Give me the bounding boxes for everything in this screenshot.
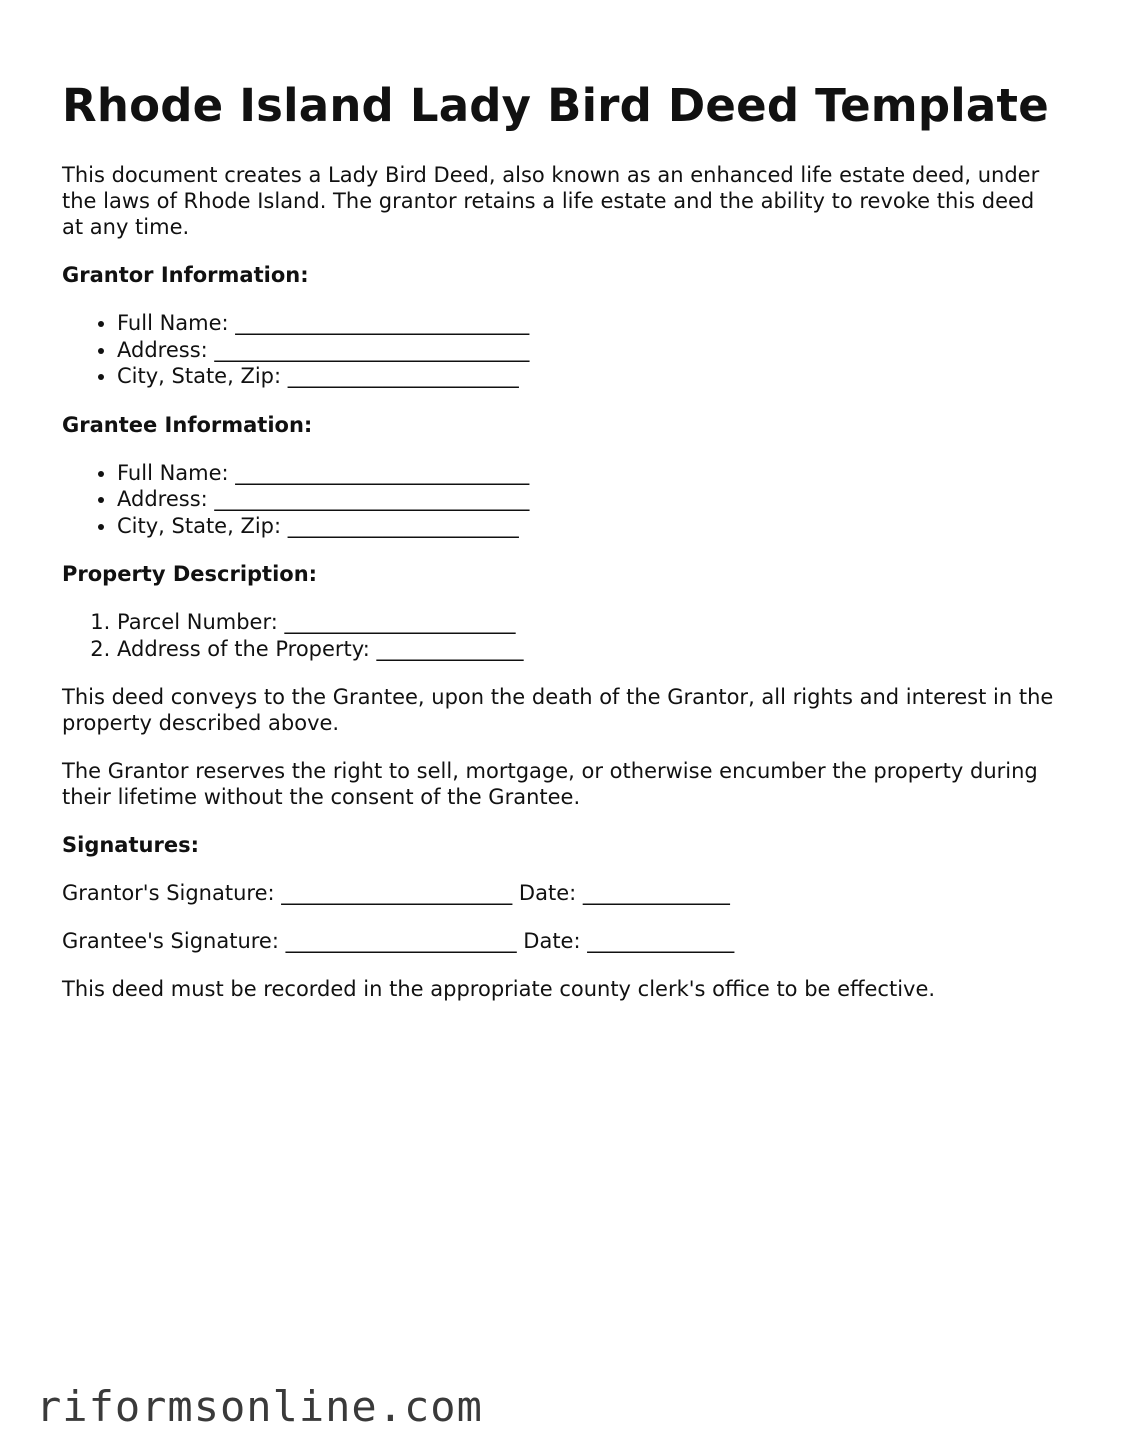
conveyance-paragraph: This deed conveys to the Grantee, upon the death of the Grantor, all rights and interest in the property described above. — [62, 685, 1054, 735]
intro-paragraph: This document creates a Lady Bird Deed, also known as an enhanced life estate deed, under the laws of Rhode Island. The grantor retains a life estate and the ability to revoke this deed at any time. — [62, 163, 1040, 239]
recording-note: This deed must be recorded in the appropriate county clerk's office to be effective. — [62, 977, 936, 1001]
grantee-address: • Address: ______________________________ — [117, 486, 1062, 513]
reservation-paragraph: The Grantor reserves the right to sell, mortgage, or otherwise encumber the property during their lifetime without the consent of the Grantee. — [62, 759, 1038, 809]
grantee-full-name: • Full Name: ____________________________ — [117, 460, 1062, 487]
document-title: Rhode Island Lady Bird Deed Template — [62, 79, 1049, 132]
grantor-signature-line: Grantor's Signature: ______________________ Date: ______________ — [62, 881, 730, 905]
grantor-full-name: • Full Name: ____________________________ — [117, 310, 1062, 337]
grantee-list — [62, 460, 1062, 540]
grantor-list — [62, 310, 1062, 390]
property-address: 2. Address of the Property: ______________ — [117, 636, 1062, 663]
grantor-address: • Address: ______________________________ — [117, 337, 1062, 364]
grantee-city-state-zip: • City, State, Zip: ______________________ — [117, 513, 1062, 540]
signatures-heading: Signatures: — [62, 833, 199, 857]
grantor-city-state-zip: • City, State, Zip: ______________________ — [117, 363, 1062, 390]
grantee-heading: Grantee Information: — [62, 412, 313, 437]
property-parcel-number: 1. Parcel Number: ______________________ — [117, 609, 1062, 636]
deed-document — [62, 78, 1062, 1024]
grantee-signature-line: Grantee's Signature: ______________________ Date: ______________ — [62, 929, 735, 953]
property-heading: Property Description: — [62, 562, 318, 586]
site-watermark: riformsonline.com — [36, 1382, 483, 1431]
grantor-heading: Grantor Information: — [62, 263, 309, 287]
property-list — [62, 609, 1062, 662]
